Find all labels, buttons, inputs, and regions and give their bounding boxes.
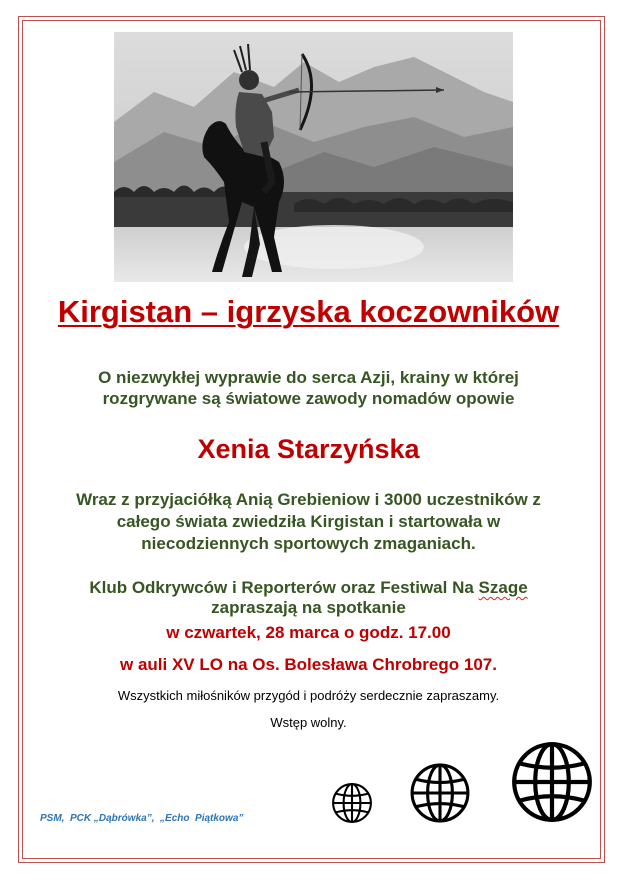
description-line: niecodziennych sportowych zmaganiach.	[141, 534, 476, 553]
invitation-text	[0, 578, 617, 618]
speaker-name: Xenia Starzyńska	[197, 434, 420, 464]
globe-icon	[409, 762, 471, 824]
entry-note: Wstęp wolny.	[270, 715, 347, 730]
description-line: Wraz z przyjaciółką Anią Grebieniow i 3000 uczestników z	[76, 490, 541, 509]
intro-line: O niezwykłej wyprawie do serca Azji, krainy w której	[98, 368, 519, 387]
invitation-prefix: Klub Odkrywców i Reporterów oraz Festiwal Na	[89, 578, 479, 597]
spellcheck-word: Szage	[478, 578, 528, 597]
intro-text	[0, 367, 617, 409]
archer-photo	[114, 32, 513, 282]
invitation-line	[0, 578, 617, 598]
description-line: całego świata zwiedziła Kirgistan i startowała w	[116, 512, 501, 531]
description-text	[0, 489, 617, 555]
invitation-note: Wszystkich miłośników przygód i podróży serdecznie zapraszamy.	[117, 688, 500, 703]
globe-icon	[331, 782, 373, 824]
intro-line: rozgrywane są światowe zawody nomadów opowie	[102, 389, 515, 408]
event-title: Kirgistan – igrzyska koczowników	[57, 294, 560, 329]
globe-icon	[510, 740, 594, 824]
event-date: w czwartek, 28 marca o godz. 17.00	[166, 623, 451, 642]
invitation-line: zapraszają na spotkanie	[211, 598, 406, 617]
event-venue: w auli XV LO na Os. Bolesława Chrobrego 107.	[120, 655, 497, 674]
sponsors-line: PSM, PCK „Dąbrówka”, „Echo Piątkowa”	[40, 813, 244, 824]
